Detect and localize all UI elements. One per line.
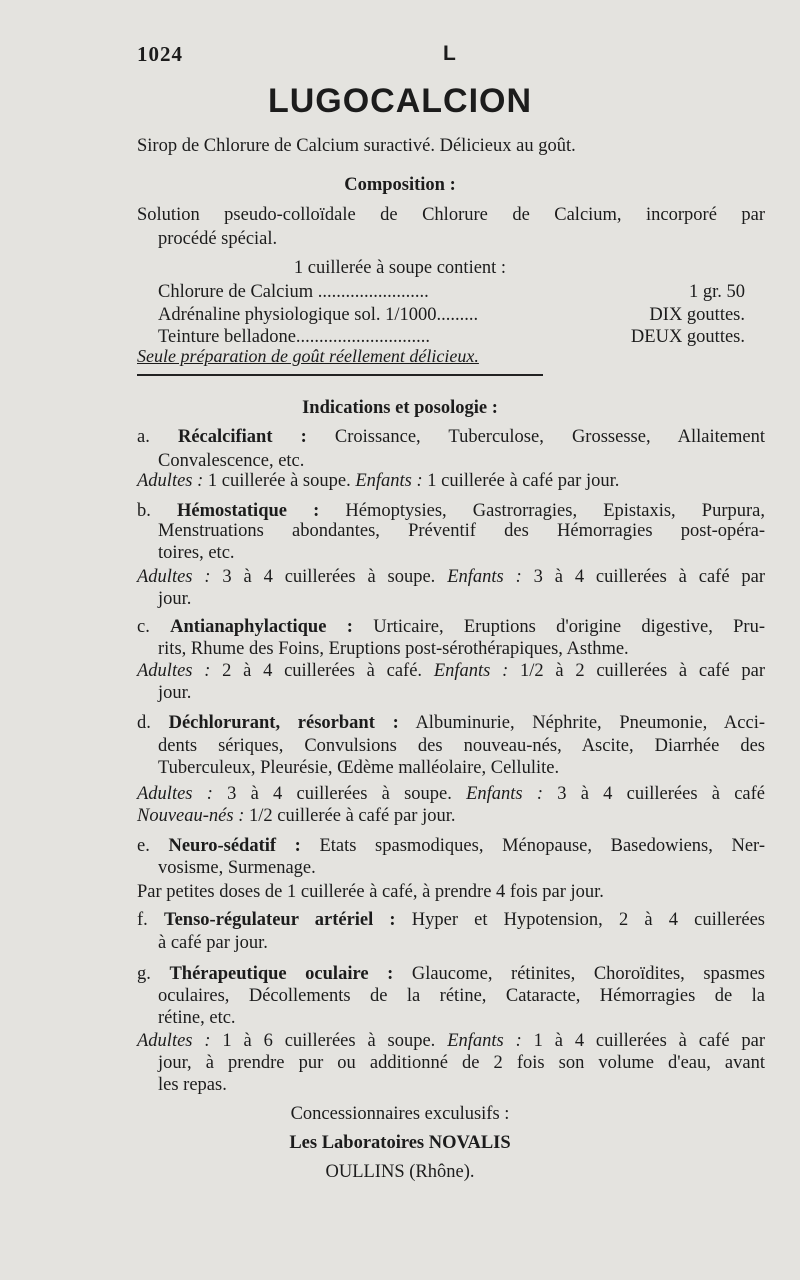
product-subtitle: Sirop de Chlorure de Calcium suractivé. Délicieux au goût.	[137, 136, 576, 156]
indication-f-line-2: à café par jour.	[158, 933, 268, 953]
indication-a-line-1	[137, 425, 765, 449]
indication-name: Déchlorurant, résorbant :	[168, 713, 399, 733]
indication-b-line-3: toires, etc.	[158, 543, 235, 563]
adult-label: Adultes :	[137, 661, 211, 681]
item-letter: b.	[137, 501, 151, 521]
child-dose: 1/2 à 2 cuillerées à café par	[520, 661, 766, 681]
item-letter: f.	[137, 910, 148, 930]
indication-c-line-1	[137, 615, 765, 639]
child-label: Enfants :	[433, 661, 509, 681]
page-number: 1024	[137, 42, 183, 66]
indication-g-line-4: jour, à prendre pur ou additionné de 2 fois son volume d'eau, avant	[158, 1053, 765, 1073]
laboratory-city: OULLINS (Rhône).	[325, 1162, 475, 1182]
product-title: LUGOCALCION	[267, 82, 533, 120]
divider	[137, 374, 543, 376]
indication-e-line-1	[137, 834, 765, 858]
child-label: Enfants :	[466, 784, 544, 804]
indication-text: Hémoptysies, Gastrorragies, Epistaxis, Purpura,	[345, 501, 765, 521]
indications-heading: Indications et posologie :	[302, 398, 498, 418]
indication-d-line-2: dents sériques, Convulsions des nouveau-nés, Ascite, Diarrhée des	[158, 736, 765, 756]
adult-label: Adultes :	[137, 471, 204, 491]
indication-g-dosage	[137, 1029, 765, 1053]
newborn-label: Nouveau-nés :	[137, 806, 245, 826]
adult-dose: 1 cuillerée à soupe.	[207, 471, 351, 491]
ingredient-name: Adrénaline physiologique sol. 1/1000.........	[158, 305, 479, 325]
indication-text: Etats spasmodiques, Ménopause, Basedowiens, Ner-	[319, 836, 766, 856]
composition-line-2: procédé spécial.	[158, 229, 278, 249]
indication-text: Urticaire, Eruptions d'origine digestive, Pru-	[373, 617, 766, 637]
ingredient-name: Teinture belladone.............................	[158, 327, 431, 347]
indication-g-line-3: rétine, etc.	[158, 1008, 236, 1028]
indication-name: Hémostatique :	[177, 501, 320, 521]
indication-c-line-2: rits, Rhume des Foins, Eruptions post-sérothérapiques, Asthme.	[158, 639, 629, 659]
indication-name: Récalcifiant :	[177, 427, 307, 447]
indication-d-line-3: Tuberculeux, Pleurésie, Œdème malléolaire, Cellulite.	[158, 758, 560, 778]
adult-dose: 3 à 4 cuillerées à soupe.	[227, 784, 452, 804]
child-dose: 3 à 4 cuillerées à café par	[533, 567, 766, 587]
ingredient-dose: DEUX gouttes.	[630, 327, 745, 347]
item-letter: c.	[137, 617, 150, 637]
indication-f-line-1	[137, 908, 765, 932]
child-dose: 3 à 4 cuillerées à café	[557, 784, 765, 804]
laboratory-name: Les Laboratoires NOVALIS	[289, 1133, 511, 1153]
adult-dose: 3 à 4 cuillerées à soupe.	[222, 567, 436, 587]
composition-heading: Composition :	[344, 175, 456, 195]
indication-e-line-2: vosisme, Surmenage.	[158, 858, 316, 878]
item-letter: g.	[137, 964, 151, 984]
child-dose: 1 à 4 cuillerées à café par	[533, 1031, 766, 1051]
ingredient-dose: DIX gouttes.	[649, 305, 745, 325]
spoon-contains: 1 cuillerée à soupe contient :	[293, 258, 507, 278]
indication-g-line-5: les repas.	[158, 1075, 227, 1095]
indication-g-line-2: oculaires, Décollements de la rétine, Cataracte, Hémorragies de la	[158, 986, 765, 1006]
item-letter: e.	[137, 836, 150, 856]
composition-line-1: Solution pseudo-colloïdale de Chlorure de Calcium, incorporé par	[137, 205, 765, 225]
indication-c-tail: jour.	[158, 683, 192, 703]
indication-text: Croissance, Tuberculose, Grossesse, Allaitement	[334, 427, 765, 447]
indication-name: Antianaphylactique :	[170, 617, 353, 637]
adult-dose: 1 à 6 cuillerées à soupe.	[222, 1031, 436, 1051]
indication-g-line-1	[137, 962, 765, 986]
ingredient-name: Chlorure de Calcium ........................	[158, 282, 429, 302]
newborn-dose: 1/2 cuillerée à café par jour.	[249, 806, 456, 826]
indication-b-line-2: Menstruations abondantes, Préventif des Hémorragies post-opéra-	[158, 521, 765, 541]
indication-name: Thérapeutique oculaire :	[169, 964, 394, 984]
indication-text: Albuminurie, Néphrite, Pneumonie, Acci-	[415, 713, 766, 733]
indication-name: Neuro-sédatif :	[168, 836, 301, 856]
adult-label: Adultes :	[137, 567, 211, 587]
child-label: Enfants :	[355, 471, 423, 491]
child-dose: 1 cuillerée à café par jour.	[427, 471, 620, 491]
indication-c-dosage	[137, 659, 765, 683]
adult-dose: 2 à 4 cuillerées à café.	[222, 661, 423, 681]
indication-a-dosage	[137, 469, 619, 493]
indication-d-newborn	[137, 804, 455, 828]
child-label: Enfants :	[447, 1031, 522, 1051]
ingredient-dose: 1 gr. 50	[688, 282, 745, 302]
item-letter: d.	[137, 713, 151, 733]
indication-text: Glaucome, rétinites, Choroïdites, spasmes	[411, 964, 765, 984]
item-letter: a.	[137, 427, 150, 447]
adult-label: Adultes :	[137, 784, 213, 804]
indication-text: Hyper et Hypotension, 2 à 4 cuillerées	[411, 910, 765, 930]
indication-e-dosage: Par petites doses de 1 cuillerée à café, à prendre 4 fois par jour.	[137, 882, 604, 902]
slogan: Seule préparation de goût réellement délicieux.	[137, 346, 479, 366]
indication-a-line-2: Convalescence, etc.	[158, 451, 305, 471]
adult-label: Adultes :	[137, 1031, 211, 1051]
indication-b-tail: jour.	[158, 589, 192, 609]
indication-d-line-1	[137, 711, 765, 735]
indication-name: Tenso-régulateur artériel :	[163, 910, 396, 930]
indication-d-dosage	[137, 782, 765, 806]
section-letter: L	[443, 42, 456, 65]
concession-label: Concessionnaires exculusifs :	[290, 1104, 510, 1124]
child-label: Enfants :	[447, 567, 522, 587]
indication-b-dosage	[137, 565, 765, 589]
